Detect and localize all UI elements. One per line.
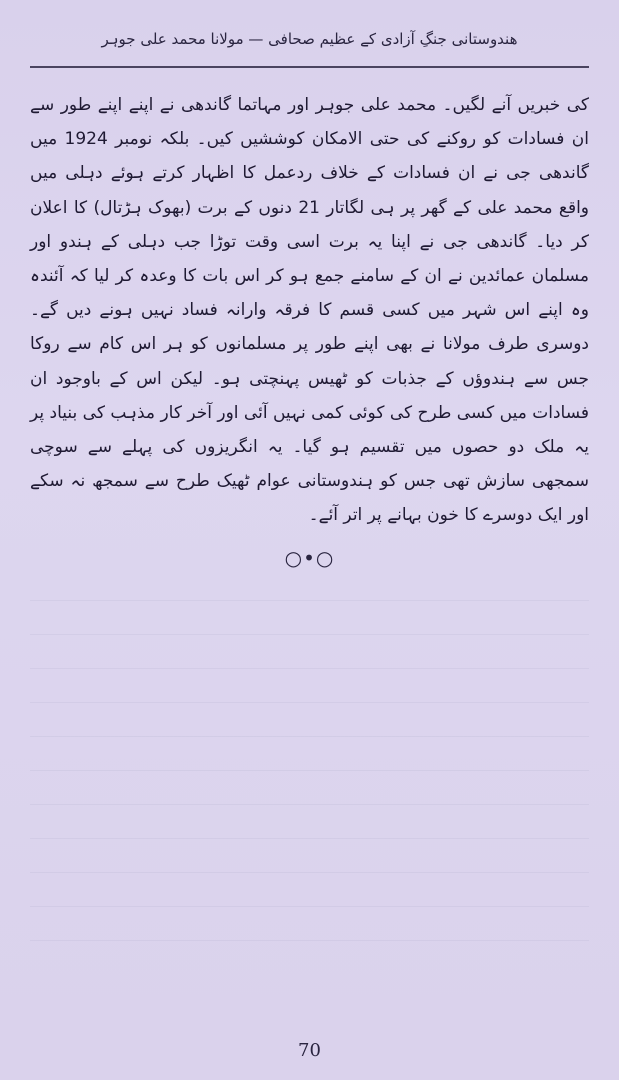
- body-paragraph: کی خبریں آنے لگیں۔ محمد علی جوہر اور مہاتما گاندھی نے اپنے اپنے طور سے ان فسادات کو روکنے کی حتی الامکان کوششیں کیں۔ بلکہ نومبر 1924 میں گاندھی جی نے ان فسادات کے خلاف ردعمل کا اظہار کرتے ہوئے دہلی میں واقع محمد علی کے گھر پر ہی لگاتار 21 دنوں کے برت (بھوک ہڑتال) کا اعلان کر دیا۔ گاندھی جی نے اپنا یہ برت اسی وقت توڑا جب دہلی کے ہندو اور مسلمان عمائدین نے ان کے سامنے جمع ہو کر اس بات کا وعدہ کر لیا کہ آئندہ وہ اپنے اس شہر میں کسی قسم کا فرقہ وارانہ فساد نہیں ہونے دیں گے۔ دوسری طرف مولانا نے بھی اپنے طور پر مسلمانوں کو ہر اس کام سے روکا جس سے ہندوؤں کے جذبات کو ٹھیس پہنچتی ہو۔ لیکن اس کے باوجود ان فسادات میں کسی طرح کی کوئی کمی نہیں آئی اور آخر کار مذہب کی بنیاد پر یہ ملک دو حصوں میں تقسیم ہو گیا۔ یہ انگریزوں کی پہلے سے سوچی سمجھی سازش تھی جس کو ہندوستانی عوام ٹھیک طرح سے سمجھ نہ سکے اور ایک دوسرے کا خون بہانے پر اتر آئے۔: [30, 95, 590, 526]
- main-text: [30, 88, 589, 533]
- page-number: 70: [298, 1040, 321, 1061]
- header-rule: [30, 66, 589, 68]
- section-ornament: ○•○: [284, 546, 335, 570]
- running-header: ھندوستانی جنگِ آزادی کے عظیم صحافی — مولانا محمد علی جوہر: [101, 30, 518, 48]
- bleed-through-texture: [30, 600, 589, 1000]
